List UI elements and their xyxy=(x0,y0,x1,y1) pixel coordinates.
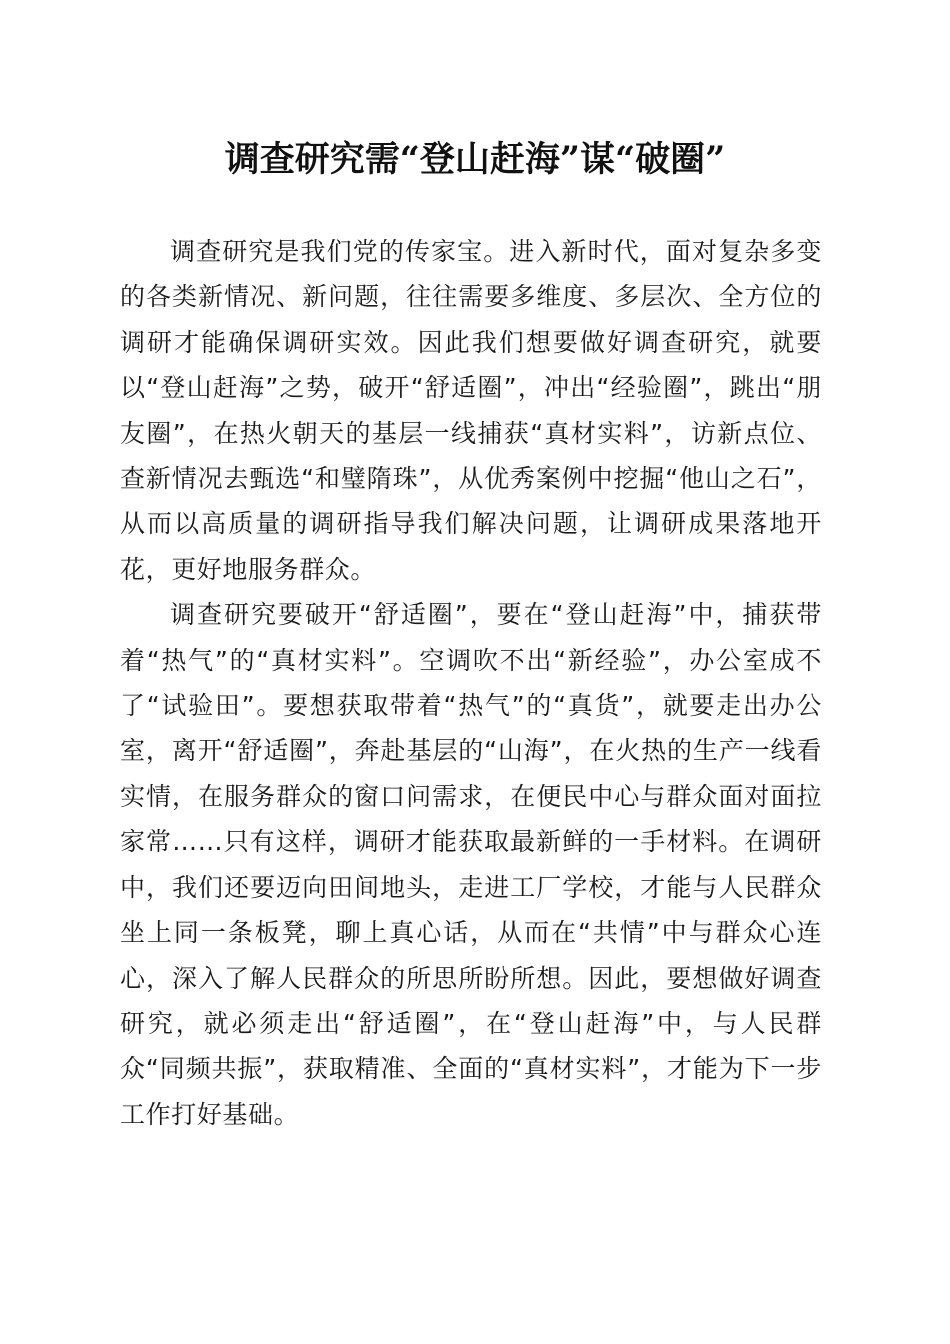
paragraph-1: 调查研究是我们党的传家宝。进入新时代，面对复杂多变的各类新情况、新问题，往往需要多维度、多层次、全方位的调研才能确保调研实效。因此我们想要做好调查研究，就要以“登山赶海”之势，破开“舒适圈”，冲出“经验圈”，跳出“朋友圈”，在热火朝天的基层一线捕获“真材实料”，访新点位、查新情况去甄选“和璧隋珠”，从优秀案例中挖掘“他山之石”，从而以高质量的调研指导我们解决问题，让调研成果落地开花，更好地服务群众。 xyxy=(120,237,822,584)
paragraph-2: 调查研究要破开“舒适圈”，要在“登山赶海”中，捕获带着“热气”的“真材实料”。空调吹不出“新经验”，办公室成不了“试验田”。要想获取带着“热气”的“真货”，就要走出办公室，离开“舒适圈”，奔赴基层的“山海”，在火热的生产一线看实情，在服务群众的窗口问需求，在便民中心与群众面对面拉家常……只有这样，调研才能获取最新鲜的一手材料。在调研中，我们还要迈向田间地头，走进工厂学校，才能与人民群众坐上同一条板凳，聊上真心话，从而在“共情”中与群众心连心，深入了解人民群众的所思所盼所想。因此，要想做好调查研究，就必须走出“舒适圈”，在“登山赶海”中，与人民群众“同频共振”，获取精准、全面的“真材实料”，才能为下一步工作打好基础。 xyxy=(120,600,822,1129)
document-title: 调查研究需“登山赶海”谋“破圈” xyxy=(224,139,726,180)
document-body xyxy=(120,229,822,1137)
